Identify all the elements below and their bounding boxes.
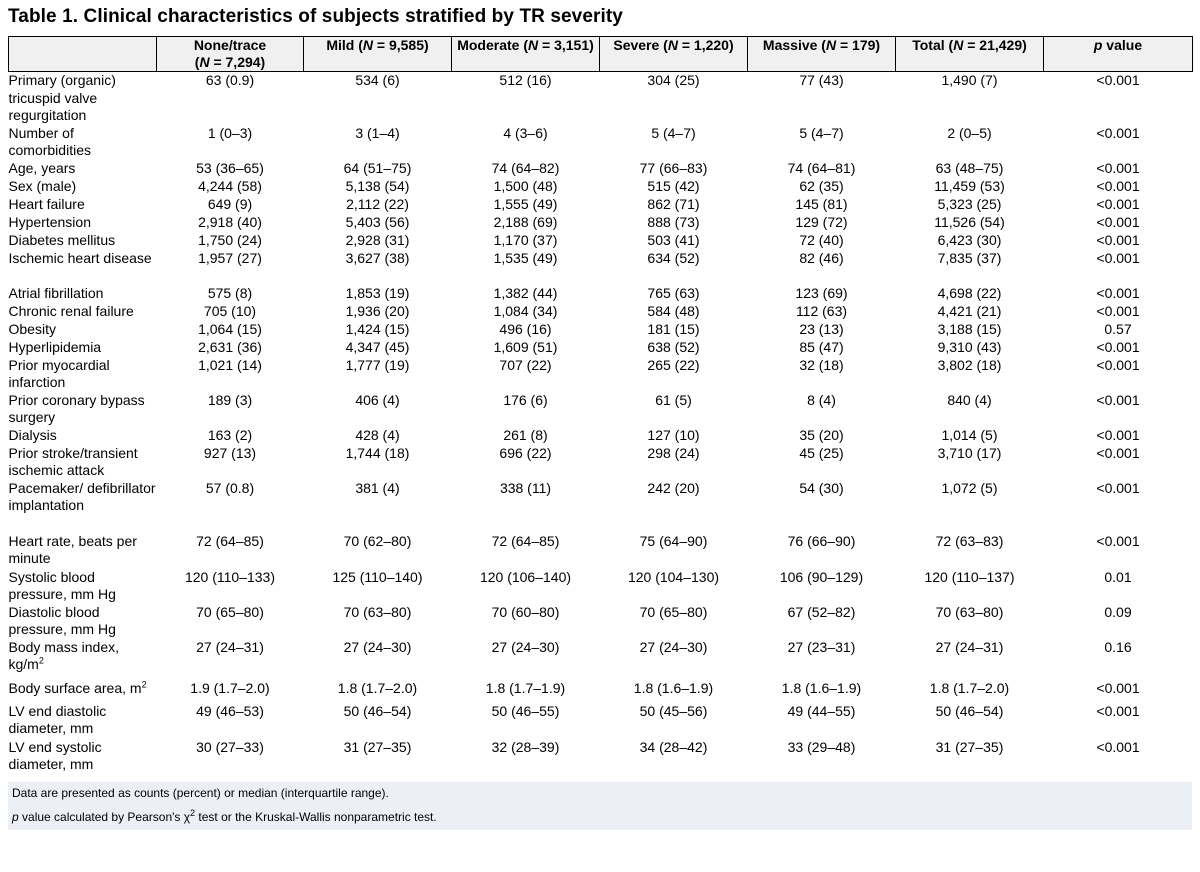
table-cell: 82 (46) — [799, 249, 844, 266]
header-label: Moderate ( — [457, 37, 528, 53]
table-cell: 1.8 (1.6–1.9) — [781, 679, 862, 696]
table-cell: 123 (69) — [795, 284, 848, 301]
table-cell: 649 (9) — [207, 195, 253, 212]
table-cell: <0.001 — [1096, 72, 1140, 88]
table-cell: 2,188 (69) — [493, 213, 558, 230]
row-label — [9, 196, 157, 214]
header-total — [896, 37, 1044, 72]
table-cell: 707 (22) — [499, 356, 552, 373]
header-label: None/trace — [193, 37, 267, 53]
table-cell: 5,138 (54) — [345, 177, 410, 194]
table-cell: <0.001 — [1096, 124, 1140, 141]
row-label-text: Hyperlipidemia — [8, 338, 102, 355]
table-cell: 1.8 (1.6–1.9) — [633, 679, 714, 696]
table-cell: 1,555 (49) — [493, 195, 558, 212]
table-cell: 1,750 (24) — [198, 231, 262, 248]
table-cell: <0.001 — [1096, 738, 1140, 755]
table-cell: 862 (71) — [647, 195, 700, 212]
table-cell: 74 (64–81) — [787, 159, 856, 176]
row-label — [9, 232, 157, 250]
row-label-text: Prior coronary bypass surgery — [8, 391, 145, 425]
table-cell: 74 (64–82) — [491, 159, 560, 176]
table-cell: 515 (42) — [647, 177, 700, 194]
row-label-text: Prior stroke/transient ischemic attack — [8, 444, 138, 478]
header-label: value — [1102, 37, 1143, 53]
header-label: Total ( — [912, 37, 954, 53]
table-cell: 927 (13) — [203, 444, 257, 461]
row-label-text: Sex (male) — [8, 177, 77, 194]
header-n-symbol: N — [362, 37, 373, 53]
row-label — [9, 357, 157, 392]
row-label — [9, 160, 157, 178]
table-cell: 1.8 (1.7–2.0) — [929, 679, 1010, 696]
table-cell: 31 (27–35) — [343, 738, 412, 755]
row-label — [9, 427, 157, 445]
table-cell: 5 (4–7) — [651, 124, 696, 141]
table-cell: 62 (35) — [799, 177, 844, 194]
table-cell: 4,421 (21) — [937, 302, 1002, 319]
table-cell: 1 (0–3) — [207, 124, 253, 141]
table-row — [9, 703, 1193, 739]
table-cell: 6,423 (30) — [937, 231, 1002, 248]
footnote-superscript: 2 — [190, 808, 196, 818]
table-cell: 261 (8) — [503, 426, 548, 443]
header-n-count: = 3,151) — [538, 37, 594, 53]
table-cell: 27 (24–30) — [343, 638, 412, 655]
table-cell: 50 (45–56) — [639, 702, 708, 719]
table-cell: 120 (104–130) — [627, 568, 720, 585]
header-label: Severe ( — [613, 37, 668, 53]
row-label — [9, 72, 157, 125]
table-cell: 7,835 (37) — [937, 249, 1002, 266]
table-cell: 496 (16) — [499, 320, 552, 337]
table-cell: 428 (4) — [355, 426, 400, 443]
table-cell: 1,957 (27) — [198, 249, 262, 266]
table-cell: 54 (30) — [799, 479, 844, 496]
header-n-count: = 9,585) — [373, 37, 429, 53]
row-label-superscript: 2 — [38, 655, 44, 666]
header-n-count: = 179) — [836, 37, 881, 53]
row-label-text: Diabetes mellitus — [8, 231, 116, 248]
table-cell: 3,802 (18) — [937, 356, 1002, 373]
table-cell: 8 (4) — [807, 391, 836, 408]
table-cell: 30 (27–33) — [196, 738, 264, 755]
row-label — [9, 739, 157, 775]
header-massive — [748, 37, 896, 72]
table-cell: <0.001 — [1096, 532, 1140, 549]
row-label-text: Primary (organic) tricuspid valve regurgitation — [8, 72, 116, 123]
table-cell: 406 (4) — [355, 391, 400, 408]
table-cell: 638 (52) — [647, 338, 700, 355]
table-cell: 265 (22) — [647, 356, 700, 373]
table-cell: 189 (3) — [207, 391, 253, 408]
table-row — [9, 569, 1193, 604]
table-row — [9, 250, 1193, 285]
table-cell: 163 (2) — [207, 426, 253, 443]
table-row — [9, 427, 1193, 445]
table-cell: 1,170 (37) — [493, 231, 558, 248]
table-cell: 0.01 — [1104, 568, 1132, 585]
table-cell: 35 (20) — [799, 426, 844, 443]
table-cell: 534 (6) — [355, 72, 400, 88]
table-cell: 1,072 (5) — [941, 479, 998, 496]
row-label-text: Atrial fibrillation — [8, 284, 104, 301]
row-label-text: Ischemic heart disease — [8, 249, 152, 266]
table-cell: 27 (24–31) — [935, 638, 1004, 655]
table-cell: 0.57 — [1104, 320, 1132, 337]
header-n-symbol: N — [825, 37, 837, 53]
table-row — [9, 480, 1193, 533]
table-cell: 1,853 (19) — [345, 284, 410, 301]
table-row — [9, 392, 1193, 427]
table-cell: 634 (52) — [647, 249, 700, 266]
table-cell: 1,084 (34) — [493, 302, 558, 319]
table-cell: 3,627 (38) — [345, 249, 410, 266]
table-cell: <0.001 — [1096, 338, 1140, 355]
table-cell: 129 (72) — [795, 213, 848, 230]
table-cell: 1.8 (1.7–1.9) — [485, 679, 566, 696]
table-cell: 70 (62–80) — [343, 532, 412, 549]
table-cell: <0.001 — [1096, 213, 1140, 230]
table-cell: 33 (29–48) — [787, 738, 856, 755]
row-label-text: Systolic blood pressure, mm Hg — [8, 568, 116, 602]
row-label — [9, 569, 157, 604]
header-n-count: = 21,429) — [963, 37, 1027, 53]
table-row — [9, 639, 1193, 680]
table-cell: 381 (4) — [355, 479, 400, 496]
table-cell: 23 (13) — [799, 320, 844, 337]
row-label-text: Heart rate, beats per minute — [8, 532, 137, 566]
row-label-text: Obesity — [8, 320, 56, 337]
table-cell: <0.001 — [1096, 231, 1140, 248]
table-cell: 50 (46–54) — [343, 702, 412, 719]
table-cell: 127 (10) — [647, 426, 700, 443]
table-cell: 242 (20) — [647, 479, 700, 496]
table-cell: 176 (6) — [503, 391, 548, 408]
table-cell: 5,323 (25) — [937, 195, 1002, 212]
table-cell: 145 (81) — [795, 195, 848, 212]
header-row — [9, 37, 1193, 72]
table-cell: 77 (43) — [799, 72, 844, 88]
table-cell: 72 (64–85) — [491, 532, 560, 549]
table-cell: 70 (63–80) — [343, 603, 412, 620]
table-cell: 1,021 (14) — [198, 356, 262, 373]
table-cell: 63 (0.9) — [205, 72, 255, 88]
table-cell: 4 (3–6) — [503, 124, 548, 141]
header-n-count: = 1,220) — [677, 37, 734, 53]
table-cell: 34 (28–42) — [639, 738, 708, 755]
table-cell: 765 (63) — [647, 284, 700, 301]
table-cell: 5,403 (56) — [345, 213, 410, 230]
table-cell: <0.001 — [1096, 702, 1140, 719]
table-cell: 4,347 (45) — [345, 338, 410, 355]
header-label: Mild ( — [326, 37, 363, 53]
table-row — [9, 321, 1193, 339]
table-cell: 1.8 (1.7–2.0) — [337, 679, 418, 696]
table-cell: 304 (25) — [647, 72, 700, 88]
row-label — [9, 480, 157, 533]
table-cell: 2,928 (31) — [345, 231, 410, 248]
table-cell: <0.001 — [1096, 159, 1140, 176]
table-cell: 72 (64–85) — [196, 532, 264, 549]
row-label — [9, 604, 157, 639]
table-row — [9, 285, 1193, 303]
row-label — [9, 703, 157, 739]
header-n-prefix: ( — [194, 54, 200, 70]
header-n-symbol: N — [199, 54, 210, 70]
table-cell: 70 (63–80) — [935, 603, 1004, 620]
table-cell: 50 (46–55) — [491, 702, 560, 719]
header-p-symbol: p — [1093, 37, 1103, 53]
table-cell: 63 (48–75) — [935, 159, 1004, 176]
table-cell: 2,631 (36) — [198, 338, 262, 355]
table-row — [9, 533, 1193, 569]
table-cell: 31 (27–35) — [935, 738, 1004, 755]
table-cell: 2 (0–5) — [947, 124, 992, 141]
table-row — [9, 604, 1193, 639]
table-cell: 57 (0.8) — [205, 479, 255, 496]
table-cell: 27 (23–31) — [787, 638, 856, 655]
header-n-symbol: N — [528, 37, 539, 53]
table-cell: 9,310 (43) — [937, 338, 1002, 355]
table-cell: <0.001 — [1096, 195, 1140, 212]
row-label — [9, 680, 157, 703]
row-label-text: Prior myocardial infarction — [8, 356, 110, 390]
table-cell: 75 (64–90) — [639, 532, 708, 549]
table-cell: <0.001 — [1096, 284, 1140, 301]
header-p-value — [1044, 37, 1193, 72]
table-cell: 338 (11) — [499, 479, 552, 496]
table-cell: 76 (66–90) — [787, 532, 856, 549]
table-cell: 32 (28–39) — [491, 738, 560, 755]
row-label-text: Heart failure — [8, 195, 85, 212]
table-cell: 503 (41) — [647, 231, 700, 248]
table-cell: 1,382 (44) — [493, 284, 558, 301]
table-cell: 77 (66–83) — [639, 159, 708, 176]
table-row — [9, 232, 1193, 250]
row-label — [9, 285, 157, 303]
table-cell: <0.001 — [1096, 391, 1140, 408]
table-cell: 3 (1–4) — [355, 124, 400, 141]
table-cell: <0.001 — [1096, 177, 1140, 194]
header-mild — [304, 37, 452, 72]
table-row — [9, 178, 1193, 196]
header-none-trace — [157, 37, 304, 72]
table-row — [9, 214, 1193, 232]
table-cell: <0.001 — [1096, 444, 1140, 461]
table-cell: <0.001 — [1096, 302, 1140, 319]
table-cell: 27 (24–30) — [639, 638, 708, 655]
row-label — [9, 214, 157, 232]
table-cell: 3,188 (15) — [937, 320, 1002, 337]
table-title: Table 1. Clinical characteristics of subjects stratified by TR severity — [8, 6, 623, 27]
table-cell: 1,936 (20) — [345, 302, 410, 319]
header-moderate — [452, 37, 600, 72]
footnote-text-b: test or the Kruskal-Wallis nonparametric test. — [195, 810, 437, 824]
table-row — [9, 125, 1193, 160]
row-label — [9, 321, 157, 339]
table-cell: 1,014 (5) — [941, 426, 998, 443]
table-cell: 125 (110–140) — [332, 568, 423, 585]
table-cell: 11,526 (54) — [934, 213, 1005, 230]
table-cell: 1.9 (1.7–2.0) — [190, 679, 270, 696]
table-cell: <0.001 — [1096, 679, 1140, 696]
table-cell: 32 (18) — [799, 356, 844, 373]
table-cell: 1,500 (48) — [493, 177, 558, 194]
table-cell: <0.001 — [1096, 479, 1140, 496]
table-cell: 2,112 (22) — [346, 195, 409, 212]
table-cell: 70 (65–80) — [639, 603, 708, 620]
table-cell: 1,609 (51) — [493, 338, 558, 355]
row-label-text: Age, years — [8, 159, 76, 176]
table-cell: 4,698 (22) — [937, 284, 1002, 301]
table-cell: 27 (24–30) — [491, 638, 560, 655]
row-label — [9, 303, 157, 321]
table-row — [9, 339, 1193, 357]
table-cell: 512 (16) — [499, 72, 552, 88]
table-cell: 0.09 — [1104, 603, 1132, 620]
table-cell: 1,064 (15) — [198, 320, 262, 337]
header-severe — [600, 37, 748, 72]
table-cell: 120 (110–133) — [184, 568, 276, 585]
table-cell: 2,918 (40) — [198, 213, 262, 230]
table-cell: 584 (48) — [647, 302, 700, 319]
table-cell: 1,535 (49) — [493, 249, 558, 266]
table-cell: 840 (4) — [947, 391, 992, 408]
row-label — [9, 445, 157, 480]
table-cell: 1,777 (19) — [345, 356, 410, 373]
clinical-characteristics-table — [8, 36, 1193, 775]
row-label-text: LV end systolic diameter, mm — [8, 738, 102, 772]
table-cell: 120 (106–140) — [479, 568, 572, 585]
table-cell: 3,710 (17) — [937, 444, 1002, 461]
row-label-superscript: 2 — [141, 678, 147, 689]
table-cell: 85 (47) — [799, 338, 844, 355]
table-cell: 72 (40) — [799, 231, 844, 248]
table-row — [9, 72, 1193, 125]
table-cell: 120 (110–137) — [924, 568, 1015, 585]
table-cell: 70 (65–80) — [196, 603, 264, 620]
table-cell: 61 (5) — [655, 391, 692, 408]
table-footnotes — [8, 782, 1192, 830]
row-label-text: Hypertension — [8, 213, 91, 230]
table-cell: 11,459 (53) — [934, 177, 1005, 194]
footnote-data-format: Data are presented as counts (percent) or median (interquartile range). — [12, 786, 389, 800]
row-label — [9, 178, 157, 196]
row-label — [9, 339, 157, 357]
table-cell: 888 (73) — [647, 213, 700, 230]
table-row — [9, 680, 1193, 703]
table-cell: 64 (51–75) — [343, 159, 412, 176]
header-n-count: = 7,294) — [209, 54, 266, 70]
table-body — [9, 72, 1193, 775]
table-cell: 4,244 (58) — [198, 177, 262, 194]
table-cell: 575 (8) — [207, 284, 253, 301]
table-cell: <0.001 — [1096, 249, 1140, 266]
table-cell: 1,490 (7) — [941, 72, 998, 88]
row-label-text: Number of comorbidities — [8, 124, 91, 158]
table-cell: 72 (63–83) — [935, 532, 1004, 549]
table-cell: 112 (63) — [795, 302, 848, 319]
row-label — [9, 250, 157, 285]
table-cell: 27 (24–31) — [196, 638, 264, 655]
table-cell: 181 (15) — [647, 320, 700, 337]
table-cell: <0.001 — [1096, 426, 1140, 443]
table-cell: 5 (4–7) — [799, 124, 844, 141]
table-cell: 0.16 — [1104, 638, 1132, 655]
row-label — [9, 392, 157, 427]
table-cell: 67 (52–82) — [787, 603, 856, 620]
row-label-text: LV end diastolic diameter, mm — [8, 702, 107, 736]
row-label-text: Diastolic blood pressure, mm Hg — [8, 603, 116, 637]
row-label-text: Chronic renal failure — [8, 302, 134, 319]
table-cell: 106 (90–129) — [779, 568, 864, 585]
table-row — [9, 303, 1193, 321]
table-cell: 1,744 (18) — [345, 444, 410, 461]
footnote-text-a: value calculated by Pearson's χ — [18, 810, 191, 824]
table-cell: 705 (10) — [203, 302, 257, 319]
row-label-text: Dialysis — [8, 426, 57, 443]
table-row — [9, 357, 1193, 392]
row-label-text: Body mass index, kg/m — [8, 638, 119, 672]
table-cell: 70 (60–80) — [491, 603, 560, 620]
table-row — [9, 160, 1193, 178]
table-cell: 298 (24) — [647, 444, 700, 461]
row-label — [9, 125, 157, 160]
table-cell: 53 (36–65) — [196, 159, 264, 176]
header-blank-cell — [9, 37, 157, 72]
header-label: Massive ( — [762, 37, 826, 53]
table-cell: <0.001 — [1096, 356, 1140, 373]
table-cell: 49 (46–53) — [196, 702, 264, 719]
table-cell: 1,424 (15) — [345, 320, 410, 337]
table-cell: 696 (22) — [499, 444, 552, 461]
table-cell: 49 (44–55) — [787, 702, 856, 719]
row-label — [9, 639, 157, 680]
table-row — [9, 739, 1193, 775]
row-label — [9, 533, 157, 569]
header-n-symbol: N — [667, 37, 678, 53]
row-label-text: Body surface area, m — [8, 679, 142, 696]
row-label-text: Pacemaker/ defibrillator implantation — [8, 479, 156, 513]
table-cell: 45 (25) — [799, 444, 844, 461]
table-cell: 50 (46–54) — [935, 702, 1004, 719]
table-row — [9, 196, 1193, 214]
table-row — [9, 445, 1193, 480]
footnote-p-symbol: p — [12, 810, 19, 824]
header-n-symbol: N — [953, 37, 964, 53]
footnote-p-value-method — [12, 810, 437, 824]
